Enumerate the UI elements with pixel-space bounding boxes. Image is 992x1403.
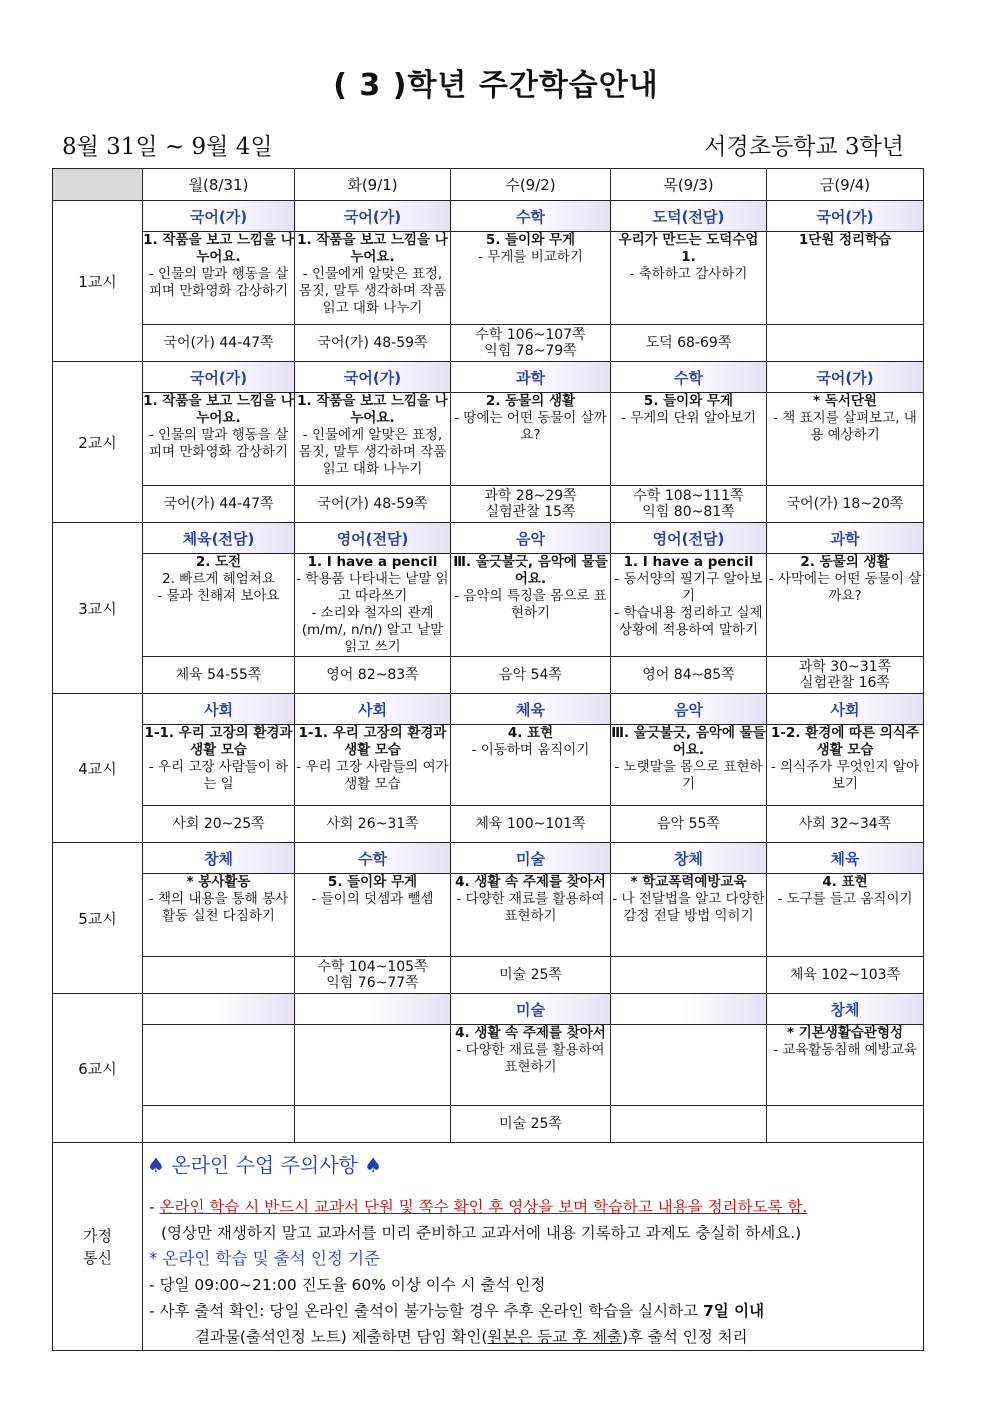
textbook-pages-cell: 미술 25쪽: [451, 957, 611, 994]
subject-cell: 사회: [295, 694, 451, 725]
lesson-content-cell: [295, 874, 451, 957]
schedule-body: [53, 201, 924, 1143]
subject-cell: 음악: [611, 694, 767, 725]
lesson-description: - 나 전달법을 알고 다양한 감정 전달 방법 익히기: [612, 891, 765, 924]
subject-cell: [295, 994, 451, 1025]
lesson-description: - 책의 내용을 통해 봉사활동 실천 다짐하기: [148, 891, 289, 924]
lesson-description: - 무게의 단위 알아보기: [620, 410, 757, 426]
notes-line-5-text: - 사후 출석 확인: 당일 온라인 출석이 불가능할 경우 추후 온라인 학습을 실시하고: [149, 1302, 704, 1320]
period-page-row: [53, 657, 924, 694]
textbook-pages-cell: 국어(가) 44-47쪽: [143, 325, 295, 362]
period-label: 5교시: [53, 843, 143, 994]
lesson-description: - 무게를 비교하기: [478, 249, 583, 265]
subject-cell: 국어(가): [143, 362, 295, 393]
lesson-title: 1. 작품을 보고 느낌을 나누어요.: [143, 393, 294, 426]
lesson-title: 우리가 만드는 도덕수업 1.: [618, 232, 759, 265]
lesson-description: - 이동하며 움직이기: [471, 742, 590, 758]
textbook-pages-cell: 음악 54쪽: [451, 657, 611, 694]
subject-cell: 체육: [451, 694, 611, 725]
textbook-pages-cell: 사회 32~34쪽: [767, 806, 924, 843]
day-header: 금(9/4): [767, 169, 924, 201]
notes-line-4: - 당일 09:00~21:00 진도율 60% 이상 이수 시 출석 인정: [149, 1276, 546, 1294]
period-subject-row: [53, 362, 924, 393]
lesson-content-cell: [611, 725, 767, 806]
day-header-row: [53, 169, 924, 201]
notes-line-3: * 온라인 학습 및 출석 인정 기준: [149, 1249, 380, 1268]
subject-cell: 창체: [143, 843, 295, 874]
lesson-title: 1. 작품을 보고 느낌을 나누어요.: [297, 393, 448, 426]
period-page-row: [53, 486, 924, 523]
subject-cell: 미술: [451, 843, 611, 874]
lesson-description: - 땅에는 어떤 동물이 살까요?: [454, 410, 607, 443]
lesson-content-cell: [143, 393, 295, 486]
notes-line-5-emph: 7일 이내: [703, 1302, 765, 1320]
period-content-row: [53, 232, 924, 325]
period-label: 1교시: [53, 201, 143, 362]
textbook-pages-cell: 체육 54-55쪽: [143, 657, 295, 694]
lesson-description: - 책 표지를 살펴보고, 내용 예상하기: [773, 410, 917, 443]
date-range: 8월 31일 ~ 9월 4일: [62, 134, 273, 160]
corner-cell: [53, 169, 143, 201]
subject-cell: 창체: [767, 994, 924, 1025]
lesson-content-cell: [767, 554, 924, 657]
lesson-content-cell: [295, 1025, 451, 1106]
period-subject-row: [53, 843, 924, 874]
textbook-pages-cell: 국어(가) 18~20쪽: [767, 486, 924, 523]
subject-cell: 도덕(전담): [611, 201, 767, 232]
period-content-row: [53, 874, 924, 957]
textbook-pages-cell: [611, 957, 767, 994]
page-title: ( 3 )학년 주간학습안내: [333, 68, 659, 103]
lesson-description: - 사막에는 어떤 동물이 살까요?: [768, 571, 922, 604]
period-label: 4교시: [53, 694, 143, 843]
subject-cell: 수학: [611, 362, 767, 393]
notes-line-6-emph: 원본은 등교 후 제출: [487, 1328, 622, 1346]
lesson-title: 1. I have a pencil: [307, 554, 438, 570]
lesson-content-cell: [767, 232, 924, 325]
lesson-title: 1단원 정리학습: [798, 232, 892, 248]
lesson-title: * 독서단원: [813, 393, 877, 409]
lesson-content-cell: [451, 1025, 611, 1106]
lesson-title: 4. 생활 속 주제를 찾아서: [455, 874, 606, 890]
period-subject-row: [53, 994, 924, 1025]
subject-cell: [611, 994, 767, 1025]
lesson-content-cell: [143, 874, 295, 957]
lesson-description: - 우리 고장 사람들의 여가 생활 모습: [296, 759, 449, 792]
textbook-pages-cell: [611, 1106, 767, 1143]
subject-cell: 국어(가): [767, 201, 924, 232]
lesson-content-cell: [451, 725, 611, 806]
lesson-content-cell: [611, 874, 767, 957]
notes-content: [143, 1143, 924, 1351]
lesson-content-cell: [295, 725, 451, 806]
notes-line-2: (영상만 재생하지 말고 교과서를 미리 준비하고 교과서에 내용 기록하고 과제도 충실히 하세요.): [161, 1224, 802, 1242]
lesson-title: 2. 도전: [195, 554, 242, 570]
textbook-pages-cell: [295, 1106, 451, 1143]
period-subject-row: [53, 201, 924, 232]
notes-line-1-prefix: -: [149, 1198, 160, 1216]
textbook-pages-cell: 수학 108~111쪽 익힘 80~81쪽: [611, 486, 767, 523]
lesson-title: 2. 동물의 생활: [800, 554, 890, 570]
lesson-title: 1-1. 우리 고장의 환경과 생활 모습: [298, 725, 447, 758]
lesson-content-cell: [451, 393, 611, 486]
textbook-pages-cell: 과학 30~31쪽 실험관찰 16쪽: [767, 657, 924, 694]
textbook-pages-cell: 체육 102~103쪽: [767, 957, 924, 994]
lesson-title: * 기본생활습관형성: [786, 1025, 904, 1041]
lesson-title: * 봉사활동: [186, 874, 251, 890]
subject-cell: 국어(가): [295, 362, 451, 393]
subject-cell: 음악: [451, 523, 611, 554]
notes-line-6-tail: )후 출석 인정 처리: [621, 1328, 748, 1346]
notes-line-6: [143, 1324, 923, 1350]
subject-cell: 과학: [451, 362, 611, 393]
textbook-pages-cell: 도덕 68-69쪽: [611, 325, 767, 362]
period-content-row: [53, 393, 924, 486]
lesson-description: - 노랫말을 몸으로 표현하기: [614, 759, 763, 792]
textbook-pages-cell: 국어(가) 44-47쪽: [143, 486, 295, 523]
lesson-content-cell: [143, 725, 295, 806]
lesson-content-cell: [295, 554, 451, 657]
textbook-pages-cell: [143, 957, 295, 994]
lesson-description: - 학용품 나타내는 낱말 읽고 따라쓰기 - 소리와 철자의 관계(m/m/, n/n/) 알고 낱말 읽고 쓰기: [296, 571, 449, 655]
lesson-title: 4. 표현: [507, 725, 554, 741]
notes-line-1: [143, 1194, 923, 1220]
lesson-description: - 우리 고장 사람들이 하는 일: [148, 759, 289, 792]
period-page-row: [53, 325, 924, 362]
period-label: 3교시: [53, 523, 143, 694]
notes-line-1-text: 온라인 학습 시 반드시 교과서 단원 및 쪽수 확인 후 영상을 보며 학습하고 내용을 정리하도록 함.: [159, 1198, 808, 1216]
subject-cell: 영어(전담): [295, 523, 451, 554]
lesson-description: - 교육활동침해 예방교육: [773, 1042, 917, 1058]
lesson-content-cell: [767, 725, 924, 806]
subject-cell: 영어(전담): [611, 523, 767, 554]
notes-heading: ♠ 온라인 수업 주의사항 ♠: [147, 1153, 383, 1177]
period-page-row: [53, 1106, 924, 1143]
textbook-pages-cell: 영어 84~85쪽: [611, 657, 767, 694]
lesson-description: - 도구를 들고 움직이기: [777, 891, 913, 907]
lesson-description: - 들이의 덧셈과 뺄셈: [311, 891, 434, 907]
period-label: 2교시: [53, 362, 143, 523]
lesson-description: - 다양한 재료를 활용하여 표현하기: [456, 1042, 605, 1075]
period-subject-row: [53, 694, 924, 725]
textbook-pages-cell: 영어 82~83쪽: [295, 657, 451, 694]
lesson-title: 4. 표현: [822, 874, 868, 890]
subject-cell: 사회: [767, 694, 924, 725]
period-content-row: [53, 554, 924, 657]
lesson-content-cell: [767, 874, 924, 957]
textbook-pages-cell: [143, 1106, 295, 1143]
lesson-content-cell: [451, 874, 611, 957]
lesson-title: 1. 작품을 보고 느낌을 나누어요.: [143, 232, 294, 265]
period-subject-row: [53, 523, 924, 554]
lesson-content-cell: [143, 232, 295, 325]
lesson-content-cell: [143, 554, 295, 657]
lesson-content-cell: [295, 232, 451, 325]
lesson-title: 1-1. 우리 고장의 환경과 생활 모습: [144, 725, 293, 758]
textbook-pages-cell: 사회 26~31쪽: [295, 806, 451, 843]
notes-label: [53, 1143, 143, 1351]
lesson-title: 5. 들이와 무게: [643, 393, 734, 409]
textbook-pages-cell: 수학 106~107쪽 익힘 78~79쪽: [451, 325, 611, 362]
day-header: 수(9/2): [451, 169, 611, 201]
day-header: 목(9/3): [611, 169, 767, 201]
period-content-row: [53, 1025, 924, 1106]
subject-cell: 미술: [451, 994, 611, 1025]
lesson-title: 2. 동물의 생활: [485, 393, 576, 409]
lesson-description: - 다양한 재료를 활용하여 표현하기: [456, 891, 605, 924]
subject-cell: 수학: [451, 201, 611, 232]
textbook-pages-cell: 사회 20~25쪽: [143, 806, 295, 843]
lesson-title: 1-2. 환경에 따른 의식주 생활 모습: [771, 725, 919, 758]
lesson-description: - 인물에게 알맞은 표정, 몸짓, 말투 생각하며 작품 읽고 대화 나누기: [298, 427, 447, 477]
lesson-description: - 인물의 말과 행동을 살피며 만화영화 감상하기: [148, 266, 289, 299]
lesson-content-cell: [767, 393, 924, 486]
lesson-description: - 동서양의 필기구 알아보기 - 학습내용 정리하고 실제 상황에 적용하여 말하기: [614, 571, 763, 638]
lesson-description: 2. 빠르게 헤엄쳐요 - 물과 친해져 보아요: [157, 571, 280, 604]
subject-cell: 창체: [611, 843, 767, 874]
lesson-content-cell: [611, 393, 767, 486]
subject-cell: 체육(전담): [143, 523, 295, 554]
lesson-content-cell: [611, 1025, 767, 1106]
lesson-content-cell: [295, 393, 451, 486]
subject-cell: 국어(가): [767, 362, 924, 393]
lesson-title: * 학교폭력예방교육: [630, 874, 747, 890]
day-header: 화(9/1): [295, 169, 451, 201]
lesson-description: - 인물의 말과 행동을 살피며 만화영화 감상하기: [148, 427, 289, 460]
lesson-title: 1. 작품을 보고 느낌을 나누어요.: [297, 232, 448, 265]
subject-cell: 사회: [143, 694, 295, 725]
period-label: 6교시: [53, 994, 143, 1143]
subject-cell: 체육: [767, 843, 924, 874]
lesson-title: 1. I have a pencil: [623, 554, 754, 570]
period-page-row: [53, 957, 924, 994]
notes-line-5: [143, 1298, 923, 1324]
notes-label-text: 가정 통신: [83, 1226, 112, 1267]
textbook-pages-cell: 수학 104~105쪽 익힘 76~77쪽: [295, 957, 451, 994]
lesson-title: Ⅲ. 울긋불긋, 음악에 물들어요.: [611, 725, 766, 758]
lesson-description: - 인물에게 알맞은 표정, 몸짓, 말투 생각하며 작품 읽고 대화 나누기: [298, 266, 447, 316]
lesson-title: 4. 생활 속 주제를 찾아서: [455, 1025, 606, 1041]
lesson-description: - 의식주가 무엇인지 알아보기: [770, 759, 920, 792]
textbook-pages-cell: 국어(가) 48-59쪽: [295, 325, 451, 362]
lesson-title: 5. 들이와 무게: [327, 874, 418, 890]
textbook-pages-cell: 국어(가) 48-59쪽: [295, 486, 451, 523]
lesson-title: Ⅲ. 울긋불긋, 음악에 물들어요.: [453, 554, 608, 587]
textbook-pages-cell: 음악 55쪽: [611, 806, 767, 843]
lesson-content-cell: [611, 232, 767, 325]
textbook-pages-cell: [767, 325, 924, 362]
textbook-pages-cell: [767, 1106, 924, 1143]
period-content-row: [53, 725, 924, 806]
subject-cell: 수학: [295, 843, 451, 874]
textbook-pages-cell: 체육 100~101쪽: [451, 806, 611, 843]
day-header: 월(8/31): [143, 169, 295, 201]
weekly-schedule-table: [52, 168, 924, 1351]
lesson-title: 5. 들이와 무게: [485, 232, 576, 248]
textbook-pages-cell: 미술 25쪽: [451, 1106, 611, 1143]
subject-cell: 국어(가): [143, 201, 295, 232]
school-name: 서경초등학교 3학년: [704, 134, 904, 160]
lesson-content-cell: [143, 1025, 295, 1106]
lesson-content-cell: [451, 232, 611, 325]
subject-cell: 국어(가): [295, 201, 451, 232]
lesson-description: - 축하하고 감사하기: [629, 266, 748, 282]
notes-line-6-text: 결과물(출석인정 노트) 제출하면 담임 확인(: [195, 1328, 488, 1346]
lesson-description: - 음악의 특징을 몸으로 표현하기: [454, 588, 607, 621]
lesson-content-cell: [767, 1025, 924, 1106]
lesson-content-cell: [451, 554, 611, 657]
period-page-row: [53, 806, 924, 843]
notes-row: [53, 1143, 924, 1351]
textbook-pages-cell: 과학 28~29쪽 실험관찰 15쪽: [451, 486, 611, 523]
lesson-content-cell: [611, 554, 767, 657]
subject-cell: 과학: [767, 523, 924, 554]
subject-cell: [143, 994, 295, 1025]
